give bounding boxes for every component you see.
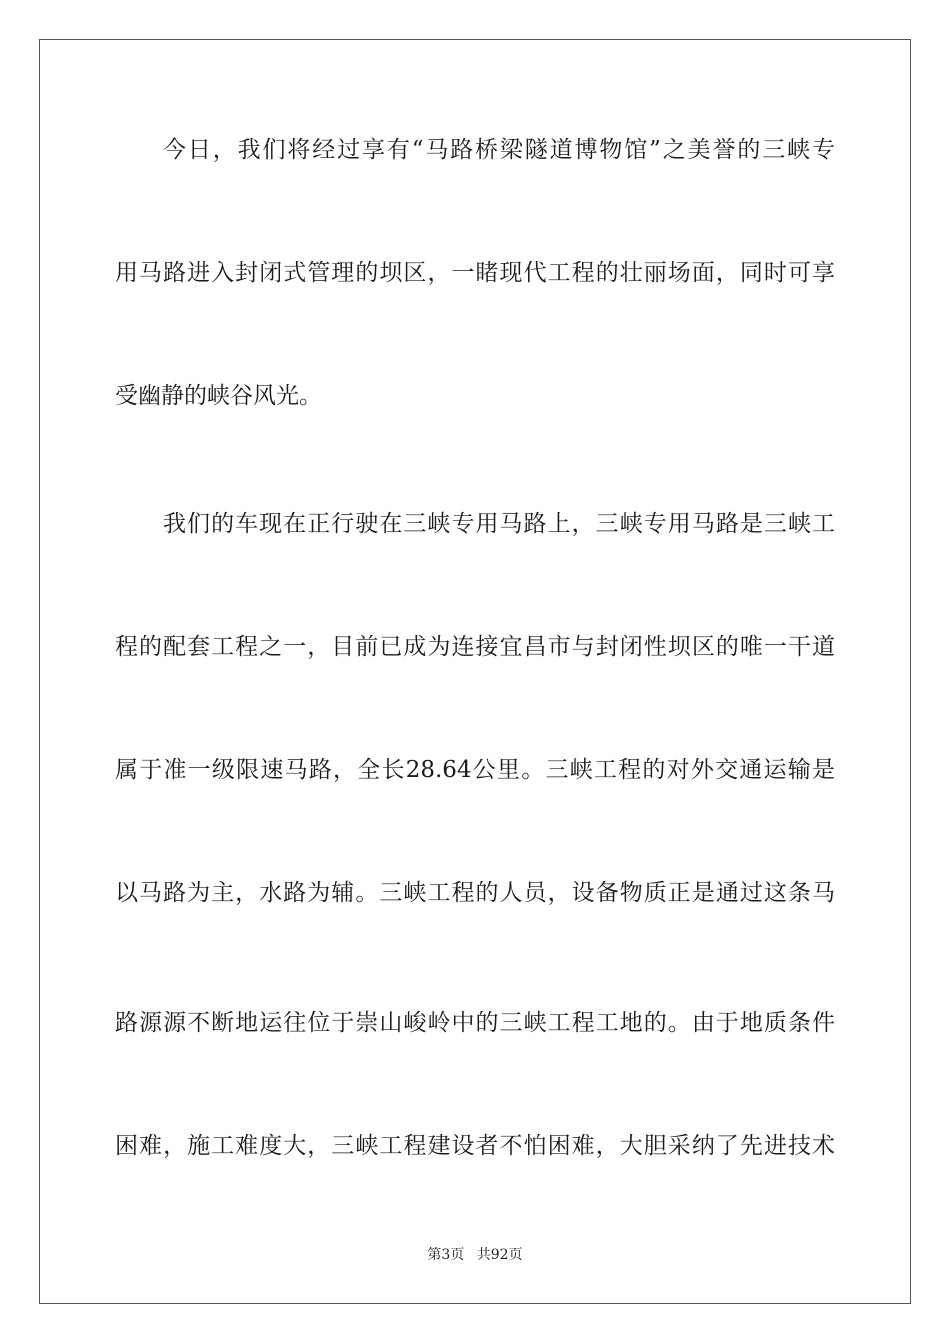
paragraph-2-line-2: 程的配套工程之一，目前已成为连接宜昌市与封闭性坝区的唯一干道 <box>115 634 835 660</box>
paragraph-2-line-5: 路源源不断地运往位于崇山峻岭中的三峡工程工地的。由于地质条件 <box>115 1010 835 1036</box>
paragraph-2-line-4: 以马路为主，水路为辅。三峡工程的人员，设备物质正是通过这条马 <box>115 880 835 906</box>
paragraph-2-line-3: 属于准一级限速马路，全长28.64公里。三峡工程的对外交通运输是 <box>115 757 835 783</box>
paragraph-1-line-2: 用马路进入封闭式管理的坝区，一睹现代工程的壮丽场面，同时可享 <box>115 260 835 286</box>
paragraph-2-line-1: 我们的车现在正行驶在三峡专用马路上，三峡专用马路是三峡工 <box>163 511 835 537</box>
page-border <box>39 39 911 1304</box>
paragraph-2-line-6: 困难，施工难度大，三峡工程建设者不怕困难，大胆采纳了先进技术 <box>115 1133 835 1159</box>
current-page-number: 第3页 <box>427 1247 465 1263</box>
page-footer <box>0 1246 950 1264</box>
paragraph-1-line-3: 受幽静的峡谷风光。 <box>115 383 322 409</box>
total-pages: 共92页 <box>476 1247 523 1263</box>
paragraph-1-line-1: 今日，我们将经过享有“马路桥梁隧道博物馆”之美誉的三峡专 <box>163 137 835 163</box>
